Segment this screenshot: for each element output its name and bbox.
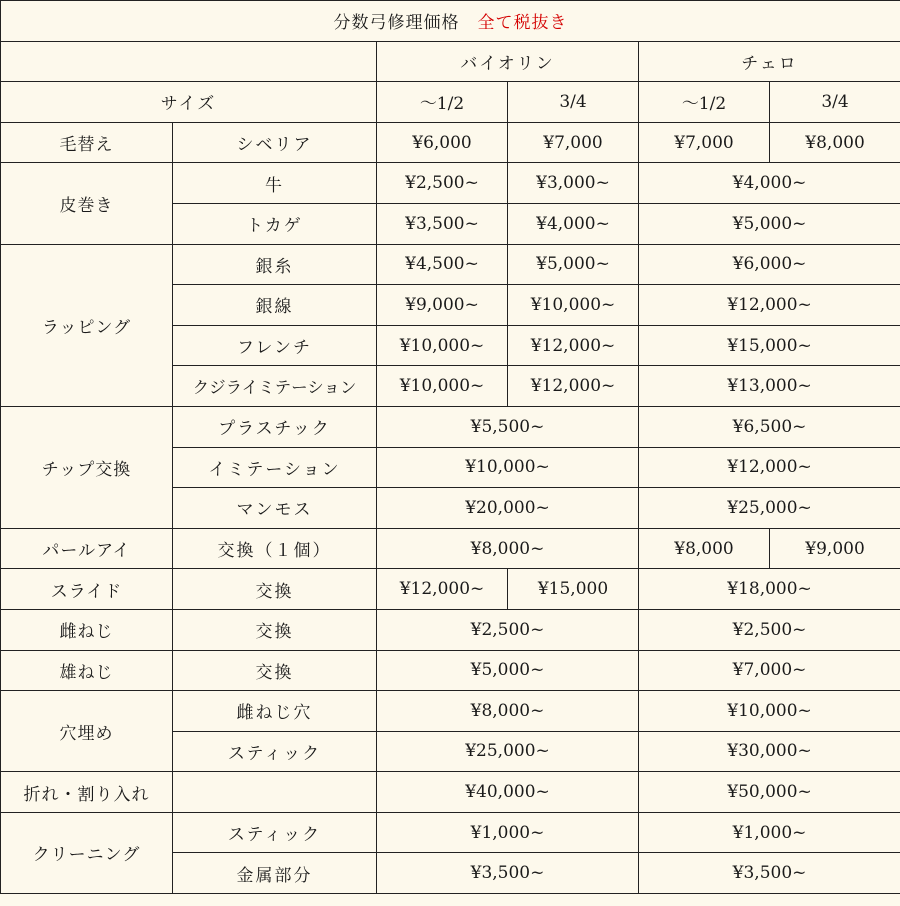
price-cell: ¥40,000~ xyxy=(377,772,639,813)
price-cell: ¥3,500~ xyxy=(377,853,639,894)
price-cell: ¥1,000~ xyxy=(639,812,900,853)
category-cell: 折れ・割り入れ xyxy=(1,772,173,813)
item-cell: 雌ねじ穴 xyxy=(173,691,377,732)
price-cell: ¥8,000 xyxy=(639,528,770,569)
title-main: 分数弓修理価格 xyxy=(333,13,460,34)
price-cell: ¥30,000~ xyxy=(639,731,900,772)
price-cell: ¥10,000~ xyxy=(377,325,508,366)
item-cell: スティック xyxy=(173,812,377,853)
price-cell: ¥12,000~ xyxy=(639,447,900,488)
table-row xyxy=(1,812,900,853)
item-cell: 銀線 xyxy=(173,285,377,326)
price-cell: ¥12,000~ xyxy=(377,569,508,610)
item-cell: 交換（１個） xyxy=(173,528,377,569)
price-cell: ¥13,000~ xyxy=(639,366,900,407)
instrument-header-row xyxy=(1,41,900,82)
price-cell: ¥5,000~ xyxy=(377,650,639,691)
price-cell: ¥50,000~ xyxy=(639,772,900,813)
item-cell: プラスチック xyxy=(173,406,377,447)
category-cell: 毛替え xyxy=(1,122,173,163)
size-violin-half: 〜1/2 xyxy=(377,82,508,123)
category-cell: 穴埋め xyxy=(1,691,173,772)
price-cell: ¥15,000 xyxy=(508,569,639,610)
category-cell: クリーニング xyxy=(1,812,173,893)
size-cello-34: 3/4 xyxy=(770,82,900,123)
item-cell: トカゲ xyxy=(173,203,377,244)
price-cell: ¥4,000~ xyxy=(508,203,639,244)
category-cell: 雄ねじ xyxy=(1,650,173,691)
item-cell: イミテーション xyxy=(173,447,377,488)
price-cell: ¥12,000~ xyxy=(508,325,639,366)
table-row xyxy=(1,772,900,813)
item-cell: 金属部分 xyxy=(173,853,377,894)
tax-note: 全て税抜き xyxy=(477,13,568,34)
table-row xyxy=(1,122,900,163)
table-row xyxy=(1,244,900,285)
price-cell: ¥8,000 xyxy=(770,122,900,163)
table-row xyxy=(1,163,900,204)
price-cell: ¥9,000 xyxy=(770,528,900,569)
size-violin-34: 3/4 xyxy=(508,82,639,123)
category-cell: パールアイ xyxy=(1,528,173,569)
price-cell: ¥8,000~ xyxy=(377,528,639,569)
category-cell: チップ交換 xyxy=(1,406,173,528)
price-cell: ¥15,000~ xyxy=(639,325,900,366)
price-cell: ¥10,000~ xyxy=(377,366,508,407)
item-cell: シベリア xyxy=(173,122,377,163)
table-row xyxy=(1,528,900,569)
price-cell: ¥4,000~ xyxy=(639,163,900,204)
price-cell: ¥20,000~ xyxy=(377,488,639,529)
item-cell: 交換 xyxy=(173,569,377,610)
price-cell: ¥18,000~ xyxy=(639,569,900,610)
size-cello-half: 〜1/2 xyxy=(639,82,770,123)
price-cell: ¥12,000~ xyxy=(508,366,639,407)
price-cell: ¥3,500~ xyxy=(639,853,900,894)
cello-header: チェロ xyxy=(639,41,900,82)
price-cell: ¥7,000~ xyxy=(639,650,900,691)
table-row xyxy=(1,650,900,691)
price-cell: ¥25,000~ xyxy=(639,488,900,529)
price-cell: ¥3,000~ xyxy=(508,163,639,204)
price-cell: ¥9,000~ xyxy=(377,285,508,326)
item-cell: 交換 xyxy=(173,650,377,691)
price-cell: ¥3,500~ xyxy=(377,203,508,244)
price-cell: ¥25,000~ xyxy=(377,731,639,772)
price-cell: ¥7,000 xyxy=(508,122,639,163)
price-cell: ¥7,000 xyxy=(639,122,770,163)
price-cell: ¥6,000~ xyxy=(639,244,900,285)
item-cell: 牛 xyxy=(173,163,377,204)
item-cell: フレンチ xyxy=(173,325,377,366)
table-row xyxy=(1,691,900,732)
item-cell: スティック xyxy=(173,731,377,772)
violin-header: バイオリン xyxy=(377,41,639,82)
price-cell: ¥2,500~ xyxy=(377,163,508,204)
header-blank xyxy=(1,41,377,82)
price-cell: ¥8,000~ xyxy=(377,691,639,732)
category-cell: スライド xyxy=(1,569,173,610)
price-cell: ¥5,500~ xyxy=(377,406,639,447)
price-cell: ¥10,000~ xyxy=(508,285,639,326)
price-cell: ¥10,000~ xyxy=(377,447,639,488)
category-cell: 雌ねじ xyxy=(1,609,173,650)
table-row xyxy=(1,406,900,447)
price-cell: ¥6,000 xyxy=(377,122,508,163)
price-cell: ¥5,000~ xyxy=(639,203,900,244)
table-row xyxy=(1,569,900,610)
price-cell: ¥2,500~ xyxy=(377,609,639,650)
table-title xyxy=(1,1,900,42)
title-row xyxy=(1,1,900,42)
category-cell: 皮巻き xyxy=(1,163,173,244)
item-cell: クジライミテーション xyxy=(173,366,377,407)
price-cell: ¥6,500~ xyxy=(639,406,900,447)
price-cell: ¥10,000~ xyxy=(639,691,900,732)
item-cell-empty xyxy=(173,772,377,813)
item-cell: 交換 xyxy=(173,609,377,650)
size-label: サイズ xyxy=(1,82,377,123)
price-cell: ¥5,000~ xyxy=(508,244,639,285)
category-cell: ラッピング xyxy=(1,244,173,406)
item-cell: マンモス xyxy=(173,488,377,529)
price-cell: ¥1,000~ xyxy=(377,812,639,853)
price-cell: ¥4,500~ xyxy=(377,244,508,285)
price-cell: ¥12,000~ xyxy=(639,285,900,326)
price-cell: ¥2,500~ xyxy=(639,609,900,650)
item-cell: 銀糸 xyxy=(173,244,377,285)
size-header-row xyxy=(1,82,900,123)
table-row xyxy=(1,609,900,650)
